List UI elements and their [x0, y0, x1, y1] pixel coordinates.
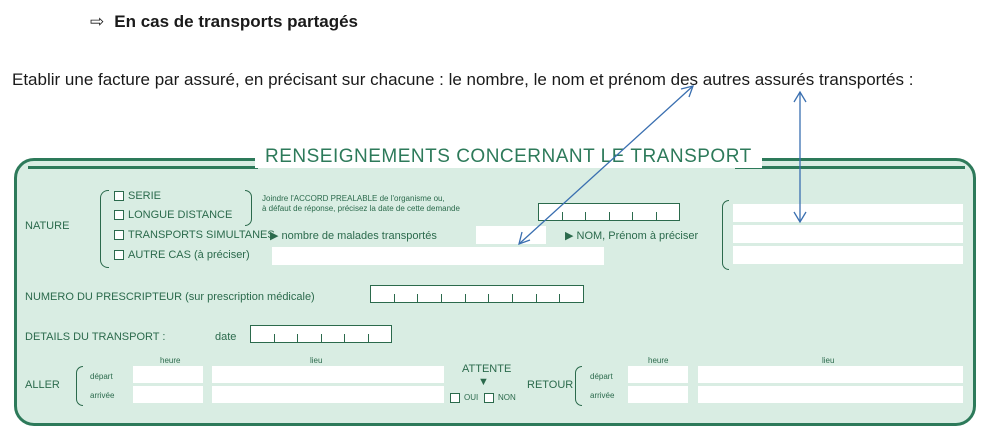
instruction-paragraph: Etablir une facture par assuré, en précisant sur chacune : le nombre, le nom et prénom des autres assurés transportés : — [12, 70, 914, 89]
aller-arrivee-label: arrivée — [90, 391, 115, 400]
retour-heure-label: heure — [648, 356, 669, 365]
form-title: RENSEIGNEMENTS CONCERNANT LE TRANSPORT — [255, 146, 762, 168]
heading-text: En cas de transports partagés — [114, 12, 359, 31]
nature-label: NATURE — [25, 220, 70, 232]
accord-note-line1: Joindre l'ACCORD PREALABLE de l'organisme ou, — [262, 194, 445, 203]
aller-label: ALLER — [25, 379, 60, 391]
retour-depart-label: départ — [590, 372, 613, 381]
attente-label: ATTENTE — [462, 363, 512, 375]
attente-non[interactable]: NON — [484, 393, 516, 403]
option-simultanes[interactable]: TRANSPORTS SIMULTANES — [114, 229, 275, 241]
option-autre-cas[interactable]: AUTRE CAS (à préciser) — [114, 249, 250, 261]
details-label: DETAILS DU TRANSPORT : — [25, 331, 166, 343]
aller-depart-label: départ — [90, 372, 113, 381]
attente-oui[interactable]: OUI — [450, 393, 478, 403]
retour-label: RETOUR — [527, 379, 574, 391]
right-arrow-icon: ⇨ — [90, 12, 105, 31]
nb-malades-label: ▶ nombre de malades transportés — [270, 230, 437, 242]
option-serie[interactable]: SERIE — [114, 190, 161, 202]
date-label: date — [215, 331, 237, 343]
annotation-arrow-diagonal-icon — [519, 86, 693, 244]
nom-prenom-label: ▶ NOM, Prénom à préciser — [565, 230, 699, 242]
aller-lieu-label: lieu — [310, 356, 323, 365]
retour-lieu-label: lieu — [822, 356, 835, 365]
option-longue-distance[interactable]: LONGUE DISTANCE — [114, 209, 232, 221]
annotation-arrow-vertical-icon — [794, 92, 806, 222]
accord-note-line2: à défaut de réponse, précisez la date de cette demande — [262, 204, 460, 213]
retour-arrivee-label: arrivée — [590, 391, 615, 400]
prescripteur-label: NUMERO DU PRESCRIPTEUR (sur prescription médicale) — [25, 291, 315, 303]
aller-heure-label: heure — [160, 356, 181, 365]
down-triangle-icon: ▼ — [478, 376, 489, 388]
